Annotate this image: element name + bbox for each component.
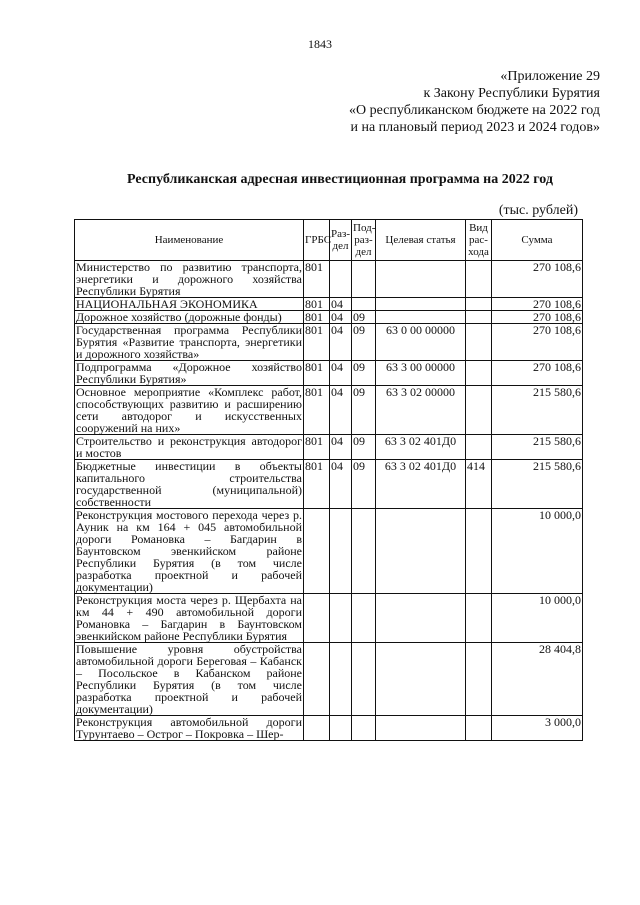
table-row (75, 361, 583, 386)
appendix-line-3: «О республиканском бюджете на 2022 год (349, 103, 600, 118)
cell-vid (466, 594, 492, 643)
cell-sum: 215 580,6 (492, 460, 583, 509)
cell-grbs: 801 (304, 311, 330, 324)
table-header-row (75, 220, 583, 261)
header-vid: Вид рас-хода (466, 220, 492, 261)
appendix-line-1: «Приложение 29 (500, 69, 600, 84)
cell-target (376, 298, 466, 311)
table-row (75, 460, 583, 509)
cell-sum: 10 000,0 (492, 509, 583, 594)
cell-grbs: 801 (304, 298, 330, 311)
cell-podrazdel (352, 509, 376, 594)
cell-name: Строительство и реконструкция автодорог и мостов (76, 434, 302, 460)
page-number: 1843 (308, 37, 332, 51)
cell-podrazdel (352, 594, 376, 643)
table-row (75, 386, 583, 435)
table-row (75, 435, 583, 460)
table-row (75, 311, 583, 324)
cell-grbs: 801 (304, 324, 330, 361)
cell-razdel: 04 (330, 298, 352, 311)
cell-sum: 270 108,6 (492, 311, 583, 324)
table-row (75, 298, 583, 311)
cell-name: Бюджетные инвестиции в объекты капитального строительства государственной (муниципальной) собственности (76, 459, 302, 509)
table-row (75, 509, 583, 594)
cell-podrazdel (352, 261, 376, 298)
cell-name: Основное мероприятие «Комплекс работ, способствующих развитию и расширению сети автодорог и искусственных сооружений на них» (76, 385, 302, 435)
cell-grbs: 801 (304, 460, 330, 509)
cell-target (376, 509, 466, 594)
cell-target (376, 716, 466, 741)
cell-vid (466, 324, 492, 361)
cell-podrazdel (352, 643, 376, 716)
cell-razdel (330, 643, 352, 716)
cell-podrazdel: 09 (352, 460, 376, 509)
cell-sum: 270 108,6 (492, 361, 583, 386)
cell-name: Повышение уровня обустройства автомобильной дороги Береговая – Кабанск – Посольское в Кабанском районе Республики Бурятия (в том числе разработка проектной и рабочей документации) (76, 642, 302, 716)
cell-target: 63 0 00 00000 (376, 324, 466, 361)
cell-sum: 10 000,0 (492, 594, 583, 643)
appendix-block (349, 68, 600, 136)
cell-grbs (304, 643, 330, 716)
cell-target: 63 3 02 401Д0 (376, 435, 466, 460)
cell-vid (466, 509, 492, 594)
header-podrazdel: Под-раз-дел (352, 220, 376, 261)
cell-razdel (330, 261, 352, 298)
cell-razdel (330, 594, 352, 643)
cell-razdel: 04 (330, 361, 352, 386)
cell-vid: 414 (466, 460, 492, 509)
cell-name: Реконструкция моста через р. Щербахта на км 44 + 490 автомобильной дороги Романовка – Багдарин в Баунтовском эвенкийском районе Республики Бурятия (76, 593, 302, 643)
cell-target (376, 643, 466, 716)
cell-name: Государственная программа Республики Бурятия «Развитие транспорта, энергетики и дорожного хозяйства» (76, 323, 302, 361)
cell-sum: 3 000,0 (492, 716, 583, 741)
cell-sum: 270 108,6 (492, 261, 583, 298)
cell-vid (466, 298, 492, 311)
cell-razdel (330, 716, 352, 741)
cell-sum: 270 108,6 (492, 298, 583, 311)
cell-podrazdel: 09 (352, 324, 376, 361)
table-row (75, 643, 583, 716)
cell-sum: 215 580,6 (492, 386, 583, 435)
cell-razdel (330, 509, 352, 594)
cell-vid (466, 716, 492, 741)
cell-grbs (304, 716, 330, 741)
header-sum: Сумма (492, 220, 583, 261)
cell-sum: 215 580,6 (492, 435, 583, 460)
header-name: Наименование (75, 220, 304, 261)
cell-podrazdel (352, 298, 376, 311)
cell-sum: 270 108,6 (492, 324, 583, 361)
table-body (75, 261, 583, 741)
header-razdel: Раз-дел (330, 220, 352, 261)
cell-grbs: 801 (304, 261, 330, 298)
cell-target: 63 3 02 401Д0 (376, 460, 466, 509)
cell-target: 63 3 02 00000 (376, 386, 466, 435)
cell-razdel: 04 (330, 324, 352, 361)
cell-name: НАЦИОНАЛЬНАЯ ЭКОНОМИКА (75, 298, 304, 311)
cell-target (376, 261, 466, 298)
table-row (75, 324, 583, 361)
investment-table (74, 219, 583, 741)
cell-vid (466, 643, 492, 716)
cell-razdel: 04 (330, 435, 352, 460)
cell-target (376, 311, 466, 324)
cell-podrazdel: 09 (352, 311, 376, 324)
cell-vid (466, 311, 492, 324)
cell-target: 63 3 00 00000 (376, 361, 466, 386)
cell-podrazdel: 09 (352, 435, 376, 460)
cell-razdel: 04 (330, 460, 352, 509)
cell-podrazdel: 09 (352, 361, 376, 386)
cell-target (376, 594, 466, 643)
header-grbs: ГРБС (304, 220, 330, 261)
table-row (75, 716, 583, 741)
cell-grbs (304, 594, 330, 643)
cell-vid (466, 435, 492, 460)
units-label: (тыс. рублей) (498, 203, 578, 218)
appendix-line-4: и на плановый период 2023 и 2024 годов» (350, 120, 600, 135)
appendix-line-2: к Закону Республики Бурятия (423, 86, 600, 101)
cell-name: Подпрограмма «Дорожное хозяйство Республики Бурятия» (76, 360, 302, 386)
cell-razdel: 04 (330, 311, 352, 324)
table-row (75, 594, 583, 643)
cell-grbs: 801 (304, 435, 330, 460)
cell-vid (466, 386, 492, 435)
cell-podrazdel (352, 716, 376, 741)
cell-name: Министерство по развитию транспорта, энергетики и дорожного хозяйства Республики Бурятия (76, 260, 302, 298)
cell-sum: 28 404,8 (492, 643, 583, 716)
cell-grbs (304, 509, 330, 594)
table-row (75, 261, 583, 298)
cell-podrazdel: 09 (352, 386, 376, 435)
cell-razdel: 04 (330, 386, 352, 435)
cell-name: Реконструкция мостового перехода через р. Ауник на км 164 + 045 автомобильной дороги Романовка – Багдарин в Баунтовском эвенкийском районе Республики Бурятия (в том числе разработка проектной и рабочей документации) (76, 508, 302, 594)
cell-name: Реконструкция автомобильной дороги Турунтаево – Острог – Покровка – Шер- (76, 715, 302, 741)
header-target: Целевая статья (376, 220, 466, 261)
cell-name: Дорожное хозяйство (дорожные фонды) (75, 311, 304, 324)
cell-vid (466, 261, 492, 298)
cell-vid (466, 361, 492, 386)
document-title: Республиканская адресная инвестиционная программа на 2022 год (127, 172, 553, 187)
cell-grbs: 801 (304, 386, 330, 435)
cell-grbs: 801 (304, 361, 330, 386)
